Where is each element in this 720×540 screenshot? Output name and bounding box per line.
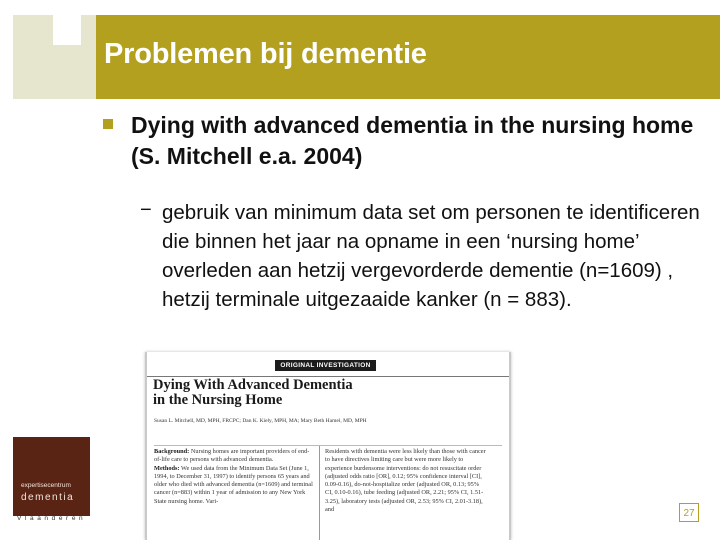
- dash-bullet-icon: −: [140, 199, 152, 221]
- abstract-rule: [154, 445, 502, 446]
- header-notch: [53, 15, 81, 45]
- organization-logo: [13, 437, 90, 516]
- column-divider: [319, 446, 320, 540]
- article-title-line1: Dying With Advanced Dementia: [153, 377, 353, 393]
- logo-line1: expertisecentrum: [21, 482, 71, 489]
- square-bullet-icon: [103, 119, 113, 129]
- background-text: Nursing homes are important providers of end-of-life care to persons with advanced dementia.: [154, 448, 310, 464]
- page-number: 27: [679, 503, 699, 522]
- logo-line2: dementia: [21, 492, 75, 503]
- slide-title: Problemen bij dementie: [104, 38, 427, 70]
- bullet-level2: gebruik van minimum data set om personen te identificeren die binnen het jaar na opname in een ‘nursing home’ overleden aan hetzij vergevorderde dementie (n=1609) , hetzij terminale uitgezaaide kanker (n = 883).: [162, 201, 700, 311]
- abstract-left-column: [154, 448, 316, 506]
- bullet-level1: Dying with advanced dementia in the nursing home (S. Mitchell e.a. 2004): [131, 112, 694, 169]
- methods-text: We used data from the Minimum Data Set (June 1, 1994, to December 31, 1997) to identify persons 65 years and older who died with advanced dementia (n=1609) and terminal cancer (n=883) within 1 year of admission to any New York State nursing home. Vari-: [154, 464, 313, 505]
- methods-label: Methods:: [154, 464, 180, 472]
- article-authors: Susan L. Mitchell, MD, MPH, FRCPC; Dan K. Kiely, MPH, MA; Mary Beth Hamel, MD, MPH: [154, 418, 367, 424]
- logo-line3: Vlaanderen: [17, 515, 87, 522]
- article-title-line2: in the Nursing Home: [153, 392, 283, 408]
- background-label: Background:: [154, 448, 190, 455]
- article-title: [153, 378, 403, 408]
- article-section-band: ORIGINAL INVESTIGATION: [275, 360, 376, 371]
- article-image: [145, 352, 511, 540]
- abstract-right-column: Residents with dementia were less likely than those with cancer to have directives limiting care but were more likely to experience burdensome interventions: do not resuscitate order (adjusted odds ratio [OR], 0.12; 95% confidence interval [CI], 0.09-0.16), do-not-hospitalize order (adjusted OR, 0.13; 95% CI, 0.10-0.16), tube feeding (adjusted OR, 2.21; 95% CI, 1.51-3.25), laboratory tests (adjusted OR, 2.53; 95% CI, 2.01-3.18), and: [325, 448, 486, 514]
